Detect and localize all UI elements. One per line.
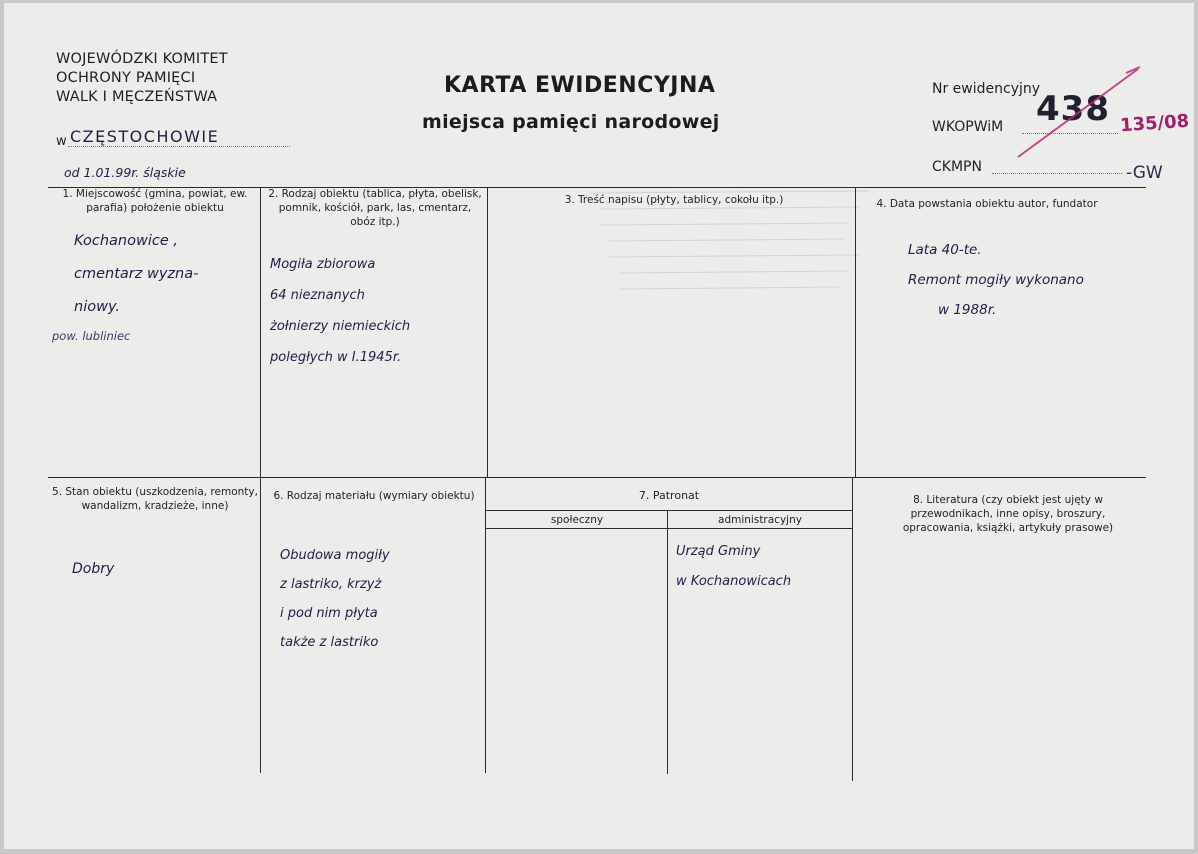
section-7-header: 7. Patronat — [638, 489, 700, 502]
patronat-social-header: społeczny — [550, 514, 604, 526]
section-7-admin-content — [676, 537, 791, 597]
divider-1-2 — [260, 187, 261, 477]
wkopwim-value: 135/08 — [1119, 110, 1190, 137]
divider-2-3 — [487, 187, 488, 477]
section-1-line-2: cmentarz wyzna- — [74, 266, 199, 282]
org-line-1: WOJEWÓDZKI KOMITET — [56, 51, 228, 67]
section-4-line-3: w 1988r. — [938, 302, 997, 318]
ckmpn-line — [992, 173, 1122, 174]
section-6-line-3: i pod nim płyta — [280, 606, 378, 621]
table-middle-border — [48, 477, 1146, 478]
divider-5-6 — [260, 477, 261, 773]
section-6-line-4: także z lastriko — [280, 635, 379, 650]
divider-6-7 — [485, 477, 486, 773]
org-line-3: WALK I MĘCZEŃSTWA — [56, 89, 218, 105]
ckmpn-label: CKMPN — [932, 159, 982, 175]
section-6-content — [280, 541, 390, 657]
section-5-line-1: Dobry — [72, 561, 115, 577]
divider-7-cols — [667, 510, 668, 774]
nr-ewidencyjny-value: 438 — [1036, 89, 1110, 129]
section-5-header: 5. Stan obiektu (uszkodzenia, remonty, wandalizm, kradzieże, inne) — [52, 486, 258, 512]
divider-7-8 — [852, 477, 853, 781]
section-7-admin-line-2: w Kochanowicach — [676, 574, 792, 589]
nr-ewidencyjny-label: Nr ewidencyjny — [932, 81, 1041, 97]
section-2-line-1: Mogiła zbiorowa — [270, 257, 376, 272]
wkopwim-label: WKOPWiM — [932, 119, 1004, 135]
patronat-subheader-line — [485, 528, 852, 529]
organisation-name — [56, 50, 228, 107]
card-title: KARTA EWIDENCYJNA — [444, 73, 716, 98]
patronat-divider — [485, 510, 852, 511]
section-1-header: 1. Miejscowość (gmina, powiat, ew. parafia) położenie obiektu — [62, 188, 248, 214]
section-1-content — [74, 225, 198, 324]
patronat-admin-header: administracyjny — [718, 514, 802, 526]
section-2-line-3: żołnierzy niemieckich — [270, 319, 411, 334]
section-2-line-4: poległych w I.1945r. — [270, 350, 402, 365]
section-6-line-2: z lastriko, krzyż — [280, 577, 382, 592]
date-note: od 1.01.99r. śląskie — [64, 165, 186, 180]
section-2-line-2: 64 nieznanych — [270, 288, 365, 303]
section-5-content — [72, 555, 114, 583]
correction-stroke-icon — [1014, 65, 1144, 165]
section-1-line-1: Kochanowice , — [74, 233, 178, 249]
section-4-header: 4. Data powstania obiektu autor, fundator — [876, 198, 1098, 210]
section-4-line-2: Remont mogiły wykonano — [908, 272, 1084, 288]
section-3-header: 3. Treść napisu (płyty, tablicy, cokołu itp.) — [564, 194, 784, 206]
ckmpn-value: -GW — [1126, 163, 1163, 183]
section-1-note: pow. lubliniec — [52, 329, 131, 343]
city-dotted-line — [68, 146, 290, 147]
w-label: w — [56, 134, 67, 149]
divider-3-4 — [855, 187, 856, 477]
section-2-header: 2. Rodzaj obiektu (tablica, płyta, obelisk, pomnik, kościół, park, las, cmentarz, obóz itp.) — [268, 188, 482, 228]
org-line-2: OCHRONY PAMIĘCI — [56, 70, 196, 86]
section-1-line-3: niowy. — [74, 299, 121, 315]
section-2-content — [270, 249, 410, 373]
section-7-admin-line-1: Urząd Gminy — [676, 544, 761, 559]
card-subtitle: miejsca pamięci narodowej — [422, 111, 720, 133]
city-handwritten: CZĘSTOCHOWIE — [70, 127, 220, 146]
section-8-header: 8. Literatura (czy obiekt jest ujęty w przewodnikach, inne opisy, broszury, opracowania, książki, artykuły prasowe) — [902, 494, 1114, 534]
section-4-content — [908, 235, 1084, 325]
record-card — [4, 3, 1194, 849]
section-6-header: 6. Rodzaj materiału (wymiary obiektu) — [273, 490, 475, 502]
section-4-line-1: Lata 40-te. — [908, 242, 982, 258]
section-6-line-1: Obudowa mogiły — [280, 548, 390, 563]
